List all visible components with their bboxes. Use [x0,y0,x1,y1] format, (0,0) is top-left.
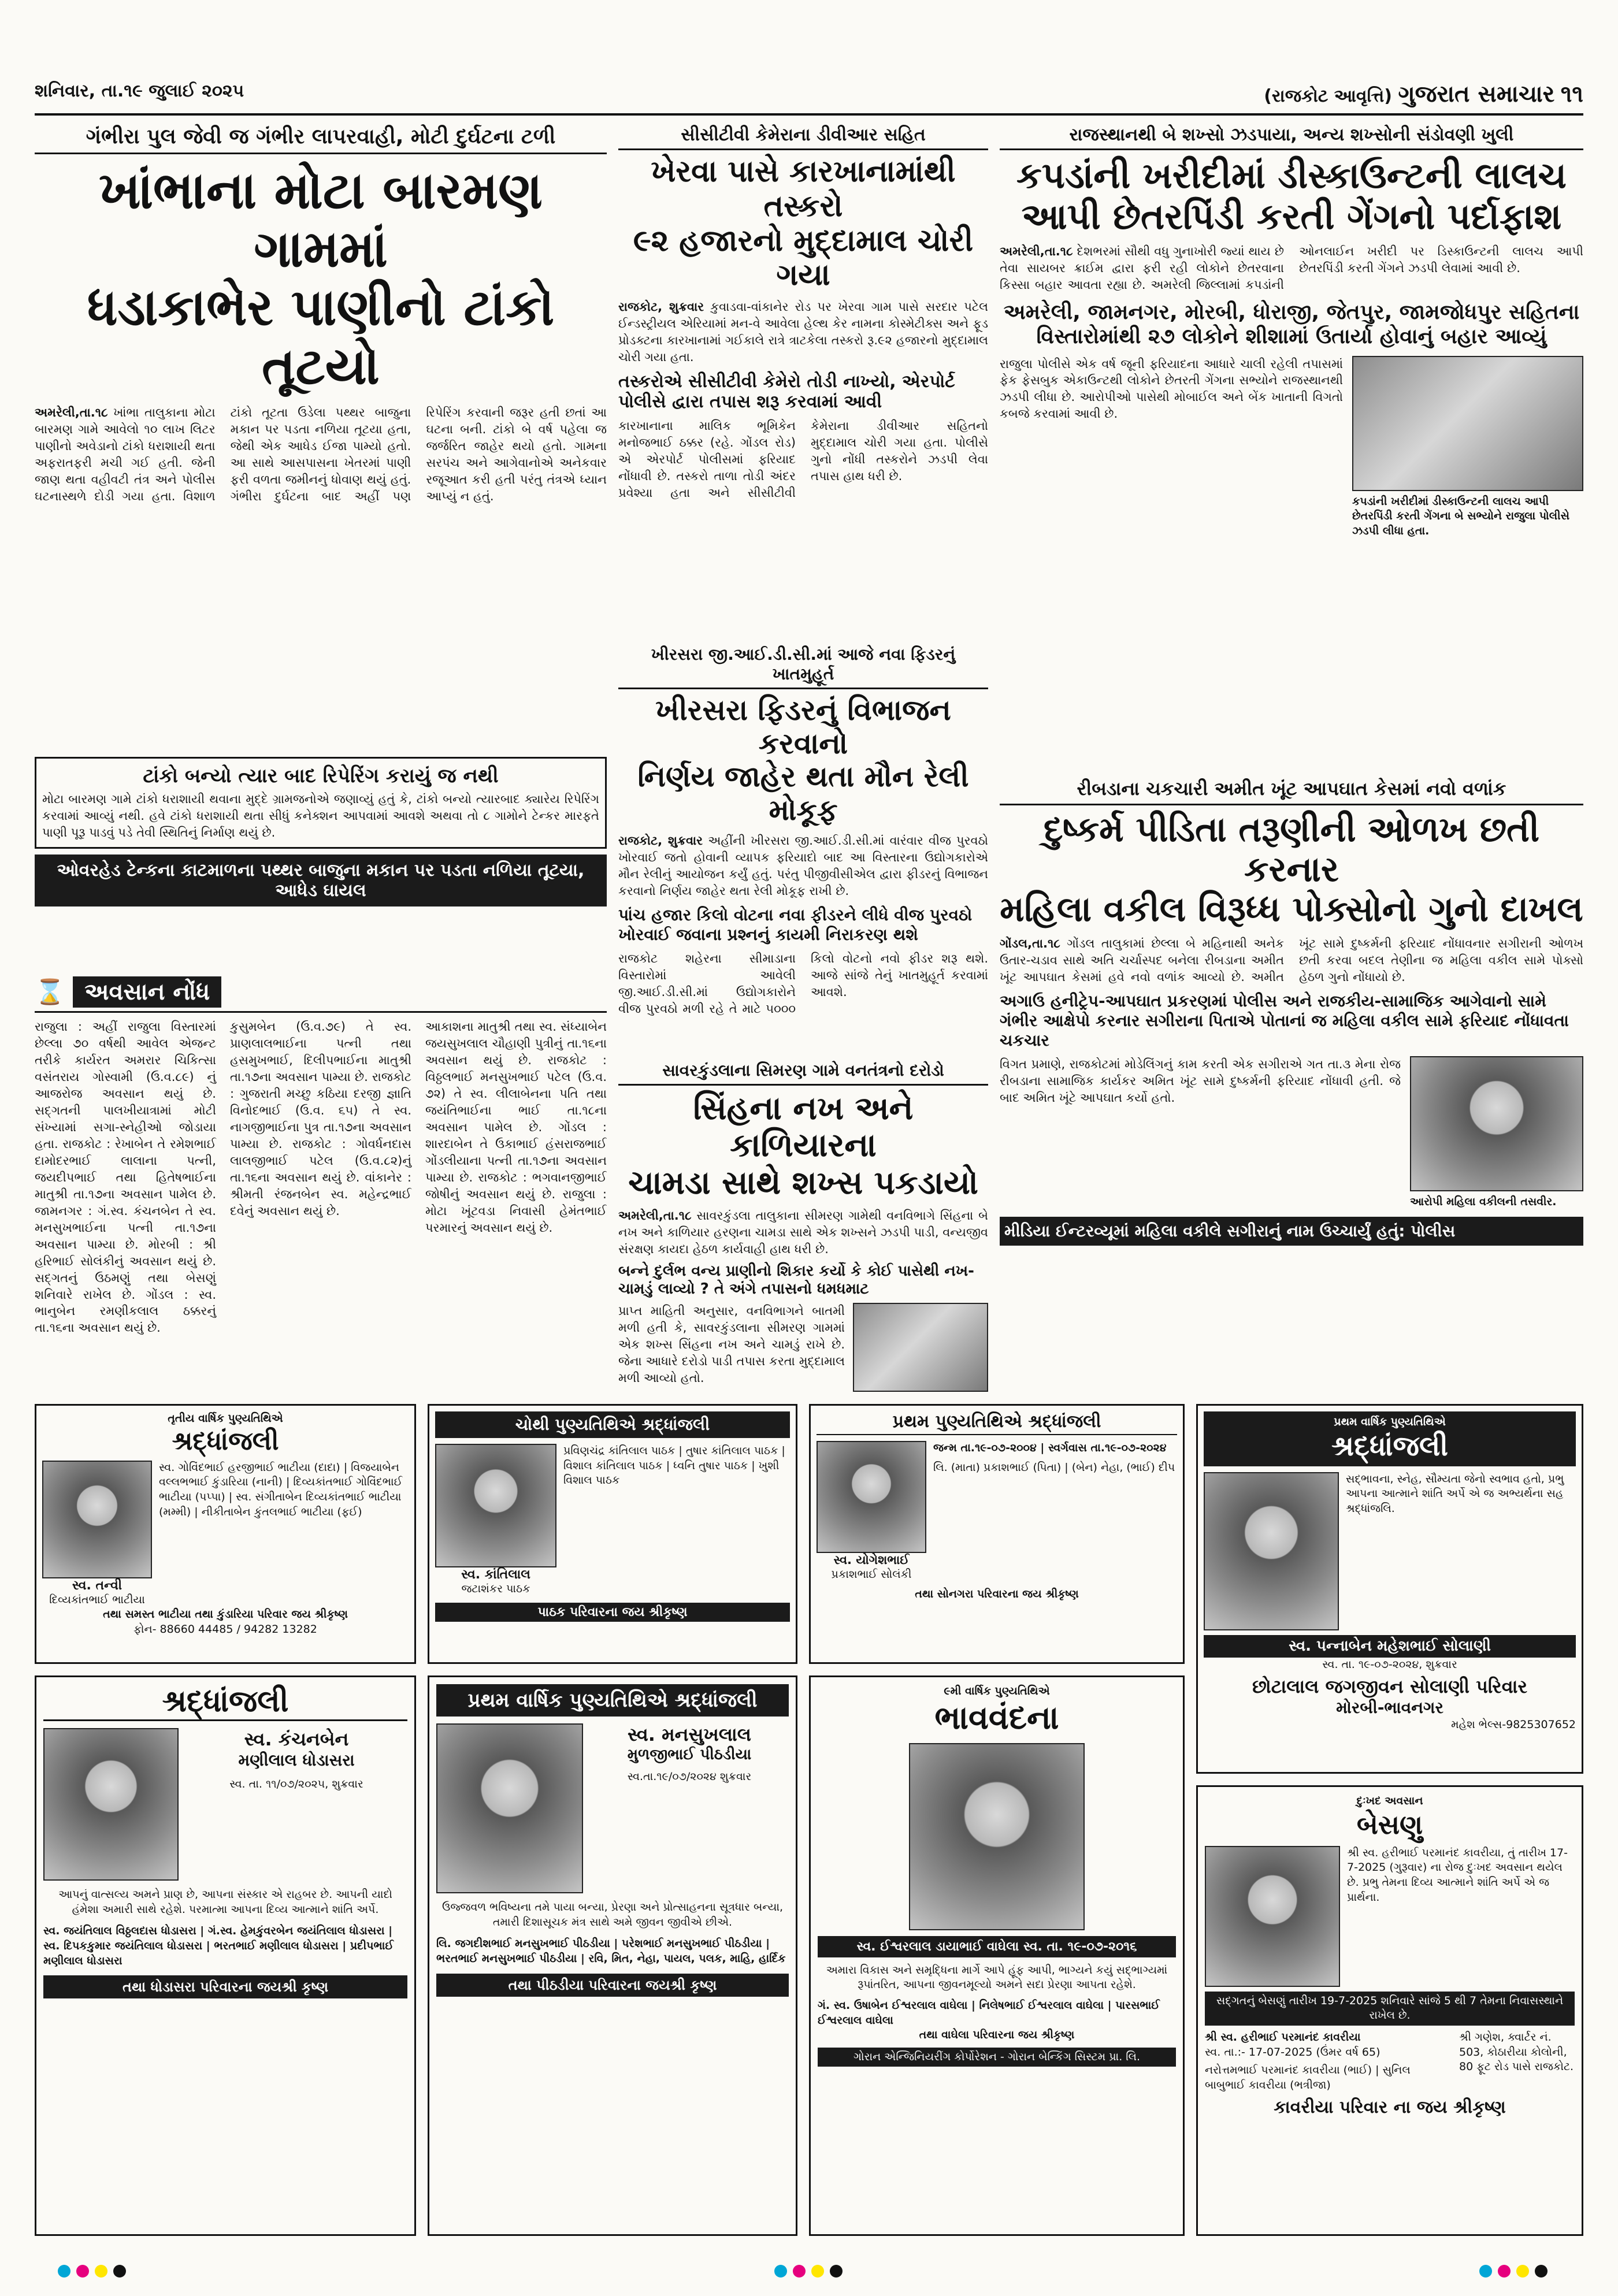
story-headline: દુષ્કર્મ પીડિતા તરૂણીની ઓળખ છતી કરનાર [1043,809,1540,890]
arrested-accused-photo [1352,356,1583,491]
story-headline: ખીરસરા ફિડરનું વિભાજન કરવાનો [655,693,951,760]
ad-yogesh: પ્રથમ પુણ્યતિથિએ શ્રદ્ધાંજલી સ્વ. યોગેશભાઈ પ્રકાશભાઈ સોલંકી જન્મ તા.૧૯-૦૭-૨૦૦૪ | સ્વર્ગવાસ તા.૧૯-૦૭-૨૦૨૪ લિ. (માતા) પ્રકાશભાઈ (પિતા) | (બેન) નેહા, (ભાઈ) દીપ તથા સોનગરા પરિવારના જય શ્રીકૃષ્ણ [809,1404,1185,1664]
story-subhead: અમરેલી, જામનગર, મોરબી, ધોરાજી, જેતપુર, જામજોધપુર સહિતના વિસ્તારોમાંથી ૨૭ લોકોને શીશામાં ઉતાર્યા હોવાનું બહાર આવ્યું [1003,300,1580,348]
story-body: અમરેલી,તા.૧૮ ખાંભા તાલુકાના મોટા બારમણ ગામે આવેલો ૧૦ લાખ લિટર પાણીનો અવેડાનો ટાંકો ધરાશાયી થતા અફરાતફરી મચી ગઈ હતી. જેની જાણ થતા વહીવટી તંત્ર અને પોલીસ ઘટનાસ્થળે દોડી ગયા હતા. વિશાળ ટાંકો તૂટતા ઉડેલા પથ્થર બાજુના મકાન પર પડતા નળિયા તૂટયા હતા, જેથી એક આધેડ ઈજા પામ્યો હતો. આ સાથે આસપાસના ખેતરમાં પાણી ફરી વળતા જમીનનું ધોવાણ થયું હતું. ગંભીરા દુર્ઘટના બાદ અહીં પણ રિપેરિંગ કરવાની જરૂર હતી છતાં આ ઘટના બની. ટાંકો બે વર્ષ પહેલા જ જર્જરિત જાહેર થયો હતો. ગામના સરપંચ અને આગેવાનોએ અનેકવાર રજૂઆત કરી હતી પરંતુ તંત્રએ ધ્યાન આપ્યું ન હતું. [35,405,607,503]
header-masthead: (રાજકોટ આવૃત્તિ) ગુજરાત સમાચાર ૧૧ [1264,81,1583,107]
deceased-photo [42,1461,152,1578]
story-headline-2: નિર્ણય જાહેર થતા મૌન રેલી મોકૂફ [637,760,969,827]
obituary-col-2: કુસુમબેન (ઉ.વ.૭૯) તે સ્વ. પ્રાણલાલભાઈના પત્ની તથા હસમુખભાઈ, દિલીપભાઈના માતુશ્રી તા.૧૭ના અવસાન પામ્યા છે. રાજકોટ : ગુજરાતી મચ્છુ કઠિયા દરજી જ્ઞાતિ વિનોદભાઈ (ઉ.વ. ૬૫) તે સ્વ. નાગજીભાઈના પુત્ર તા.૧૭ના અવસાન પામ્યા છે. રાજકોટ : ગોવર્ધનદાસ લાલજીભાઈ પટેલ (ઉ.વ.૮૨)નું તા.૧૬ના અવસાન થયું છે. વાંકાનેર : શ્રીમતી રંજનબેન સ્વ. મહેન્દ્રભાઈ દવેનું અવસાન થયું છે. [230,1020,411,1218]
ad-besanu: દુઃખદ અવસાન બેસણુ શ્રી સ્વ. હરીભાઈ પરમાનંદ કાવરીયા, તું તારીખ 17-7-2025 (ગુરૂવાર) ના રોજ દુઃખદ અવસાન થયેલ છે. પ્રભુ તેમના દિવ્ય આત્માને શાંતિ અર્પે એ જ પ્રાર્થના. સદ્ગતનું બેસણું તારીખ 19-7-2025 શનિવારે સાંજે 5 થી 7 તેમના નિવાસસ્થાને રાખેલ છે. શ્રી સ્વ. હરીભાઈ પરમાનંદ કાવરીયા સ્વ. તા.:- 17-07-2025 (ઉંમર વર્ષ 65) નરોત્તમભાઈ પરમાનંદ કાવરીયા (ભાઈ) | સુનિલ બાબુભાઈ કાવરીયા (ભત્રીજા) શ્રી ગણેશ, ક્વાર્ટર નં. 503, કોઠારીયા કોલોની, 80 ફૂટ રોડ પાસે રાજકોટ. કાવરીયા પરિવાર ના જય શ્રીકૃષ્ણ [1196,1785,1583,2236]
ad-pannaben: પ્રથમ વાર્ષિક પુણ્યતિથિએ શ્રદ્ધાંજલી સદ્ભાવના, સ્નેહ, સૌમ્યતા જેનો સ્વભાવ હતો, પ્રભુ આપના આત્માને શાંતિ અર્પે એ જ અભ્યર્થના સહ શ્રદ્ધાંજલિ. સ્વ. પન્નાબેન મહેશભાઈ સોલાણી સ્વ. તા. ૧૯-૦૭-૨૦૨૪, શુક્રવાર છોટાલાલ જગજીવન સોલાણી પરિવાર મોરબી-ભાવનગર મહેશ ભેલ્સ-9825307652 [1196,1404,1583,1774]
deceased-photo [1204,1472,1339,1630]
accused-lawyer-photo [1410,1056,1583,1191]
story-subhead-2: મીડિયા ઈન્ટરવ્યૂમાં મહિલા વકીલે સગીરાનું નામ ઉચ્ચાર્યું હતું: પોલીસ [1000,1217,1583,1246]
obituary-col-1: રાજુલા : અહીં રાજુલા વિસ્તારમાં છેલ્લા ૭૦ વર્ષથી આવેલ એજન્ટ તરીકે કાર્યરત અમરાર ચિકિત્સા વસંતરાય ગોસ્વામી (ઉ.વ.૮૯) નું આજરોજ અવસાન થયું છે. સદ્ગતની પાલખીયાત્રામાં મોટી સંખ્યામાં સગા-સ્નેહીઓ જોડાયા હતા. રાજકોટ : રેખાબેન તે રમેશભાઈ દામોદરભાઈ લાલાના પત્ની, જયદીપભાઈ તથા હિતેષભાઈના માતુશ્રી તા.૧૭ના અવસાન પામેલ છે. જામનગર : ગં.સ્વ. કંચનબેન તે સ્વ. મનસુખભાઈના પત્ની તા.૧૭ના અવસાન પામ્યા છે. મોરબી : શ્રી હરિભાઈ સોલંકીનું અવસાન થયું છે. સદ્ગતનું ઉઠમણું તથા બેસણું શનિવારે રાખેલ છે. ગોંડલ : સ્વ. ભાનુબેન રમણીકલાલ ઠક્કરનું તા.૧૬ના અવસાન થયું છે. [35,1020,216,1335]
seized-items-photo [853,1303,988,1392]
deceased-photo [43,1728,179,1881]
deceased-photo [436,1723,583,1893]
header-date: શનિવાર, તા.૧૯ જુલાઈ ૨૦૨૫ [35,81,244,101]
story-footer-banner: ઓવરહેડ ટેન્કના કાટમાળના પથ્થર બાજુના મકાન પર પડતા નળિયા તૂટયા, આધેડ ઘાયલ [35,855,607,906]
story-ribda-case: રીબડાના ચકચારી અમીત ખૂંટ આપઘાત કેસમાં નવો વળાંક દુષ્કર્મ પીડિતા તરૂણીની ઓળખ છતી કરનાર મહિલા વકીલ વિરૂધ્ધ પોક્સોનો ગુનો દાખલ ગોંડલ,તા.૧૮ ગોંડલ તાલુકામાં છેલ્લા બે મહિનાથી અનેક ઉતાર-ચડાવ સાથે અતિ ચર્ચાસ્પદ બનેલા રીબડાના અમીત ખૂંટ આપઘાત કેસમાં હવે નવો વળાંક આવ્યો છે. અમીત ખૂંટ સામે દુષ્કર્મની ફરિયાદ નોંધાવનાર સગીરાની ઓળખ છતી કરવા બદલ તેણીના જ મહિલા વકીલ સામે પોક્સો હેઠળ ગુનો નોંધાયો છે. અગાઉ હનીટ્રેપ-આપઘાત પ્રકરણમાં પોલીસ અને રાજકીય-સામાજિક આગેવાનો સામે ગંભીર આક્ષેપો કરનાર સગીરાના પિતાએ પોતાનાં જ મહિલા વકીલ સામે ફરિયાદ નોંધાવતા ચકચાર વિગત પ્રમાણે, રાજકોટમાં મોડેલિંગનું કામ કરતી એક સગીરાએ ગત તા.૩ મેના રોજ રીબડાના સામાજિક કાર્યકર અમિત ખૂંટ સામે દુષ્કર્મની ફરિયાદ નોંધાવી હતી. જે બાદ અમિત ખૂંટે આપઘાત કર્યો હતો. આરોપી મહિલા વકીલની તસવીર. મીડિયા ઈન્ટરવ્યૂમાં મહિલા વકીલે સગીરાનું નામ ઉચ્ચાર્યું હતું: પોલીસ [1000,774,1583,1352]
story-headline: સિંહના નખ અને કાળિયારના [693,1090,914,1165]
deceased-photo [817,1441,926,1553]
story-subhead: તસ્કરોએ સીસીટીવી કેમેરો તોડી નાખ્યો, એરપોર્ટ પોલીસે દ્વારા તપાસ શરૂ કરવામાં આવી [618,371,955,413]
ad-tanvi: તૃતીય વાર્ષિક પુણ્યતિથિએ શ્રદ્ધાંજલી સ્વ. તન્વી દિવ્યકાંતભાઈ ભાટીયા સ્વ. ગોવિંદભાઈ હરજીભાઈ ભાટીયા (દાદા) | વિજયાબેન વલ્લભભાઈ કુંડારિયા (નાની) | દિવ્યકાંતભાઈ ગોવિંદભાઈ ભાટીયા (પપ્પા) | સ્વ. સંગીતાબેન દિવ્યકાંતભાઈ ભાટીયા (મમ્મી) | નીકીતાબેન કુંતલભાઈ ભાટીયા (ફઈ) તથા સમસ્ત ભાટીયા તથા કુંડારિયા પરિવાર જય શ્રીકૃષ્ણ ફોન- 88660 44485 / 94282 13282 [35,1404,416,1664]
print-registration-marks [1479,2265,1548,2278]
story-headline-2: મહિલા વકીલ વિરૂધ્ધ પોક્સોનો ગુનો દાખલ [1000,889,1583,930]
story-headline: ખાંભાના મોટા બારમણ ગામમાં [99,161,543,279]
ad-ishwarlal: ૯મી વાર્ષિક પુણ્યતિથિએ ભાવવંદના સ્વ. ઈશ્વરલાલ ડાયાભાઈ વાઘેલા સ્વ. તા. ૧૯-૦૭-૨૦૧૬ અમારા વિકાસ અને સમૃદ્ધિના માર્ગે આપે હૂંફ આપી, ભાગ્યને કયું સદ્ભાગ્યમાં રૂપાંતરિત, આપના જીવનમૂલ્યો અમને સદા પ્રેરણા આપતા રહેશે. ગં. સ્વ. ઉષાબેન ઈશ્વરલાલ વાઘેલા | નિલેષભાઈ ઈશ્વરલાલ વાઘેલા | પારસભાઈ ઈશ્વરલાલ વાઘેલા તથા વાઘેલા પરિવારના જય શ્રીકૃષ્ણ ગોરાન એન્જિનિયરીંગ કોર્પોરેશન - ગોરાન બેન્કિંગ સિસ્ટમ પ્રા. લિ. [809,1675,1185,2236]
header-rule [35,113,1583,116]
photo-caption: આરોપી મહિલા વકીલની તસવીર. [1410,1195,1557,1208]
story-fraud-gang: રાજસ્થાનથી બે શખ્સો ઝડપાયા, અન્ય શખ્સોની સંડોવણી ખુલી કપડાંની ખરીદીમાં ડીસ્કાઉન્ટની લાલચ આપી છેતરપિંડી કરતી ગેંગનો પર્દાફાશ અમરેલી,તા.૧૮ દેશભરમાં સૌથી વધુ ગુનાખોરી જ્યાં થાય છે તેવા સાયબર ક્રાઈમ દ્વારા ફરી રહી લોકોને છેતરવાના કિસ્સા બહાર આવતા રહ્યા છે. અમરેલી જિલ્લામાં કપડાંની ઓનલાઈન ખરીદી પર ડિસ્કાઉન્ટની લાલચ આપી છેતરપિંડી કરતી ગેંગને ઝડપી લેવામાં આવી છે. અમરેલી, જામનગર, મોરબી, ધોરાજી, જેતપુર, જામજોધપુર સહિતના વિસ્તારોમાંથી ૨૭ લોકોને શીશામાં ઉતાર્યા હોવાનું બહાર આવ્યું રાજુલા પોલીસે એક વર્ષ જૂની ફરિયાદના આધારે ચાલી રહેલી તપાસમાં ફેક ફેસબુક એકાઉન્ટથી લોકોને છેતરતી ગેંગના સભ્યોને રાજસ્થાનથી ઝડપી લીધા છે. આરોપીઓ પાસેથી મોબાઈલ અને બેંક ખાતાની વિગતો કબજે કરવામાં આવી છે. કપડાંની ખરીદીમાં ડીસ્કાઉન્ટની લાલચ આપી છેતરપિંડી કરતી ગેંગના બે સભ્યોને રાજુલા પોલીસે ઝડપી લીધા હતા. [1000,121,1583,763]
photo-caption: કપડાંની ખરીદીમાં ડીસ્કાઉન્ટની લાલચ આપી છેતરપિંડી કરતી ગેંગના બે સભ્યોને રાજુલા પોલીસે ઝડપી લીધા હતા. [1352,495,1569,537]
story-subhead: અગાઉ હનીટ્રેપ-આપઘાત પ્રકરણમાં પોલીસ અને રાજકીય-સામાજિક આગેવાનો સામે ગંભીર આક્ષેપો કરનાર સગીરાના પિતાએ પોતાનાં જ મહિલા વકીલ સામે ફરિયાદ નોંધાવતા ચકચાર [1000,991,1569,1050]
story-headline-2: ૯૨ હજારનો મુદ્દામાલ ચોરી ગયા [633,223,974,293]
print-registration-marks [58,2265,126,2278]
story-headline: કપડાંની ખરીદીમાં ડીસ્કાઉન્ટની લાલચ [1016,154,1567,196]
page-header [35,81,1583,109]
ad-kanchanben: શ્રદ્ધાંજલી સ્વ. કંચનબેન મણીલાલ ધોડાસરા સ્વ. તા. ૧૧/૦૭/૨૦૨૫, શુક્રવાર આપનું વાત્સલ્ય અમને પ્રાણ છે, આપના સંસ્કાર એ રાહબર છે. આપની યાદો હંમેશા અમારી સાથે રહેશે. પરમાત્મા આપના દિવ્ય આત્માને શાંતિ અર્પે. સ્વ. જયંતિલાલ વિઠ્ઠલદાસ ધોડાસરા | ગં.સ્વ. હેમકુંવરબેન જયંતિલાલ ધોડાસરા | સ્વ. દિપકકુમાર જયંતિલાલ ધોડાસરા | ભરતભાઈ મણીલાલ ધોડાસરા | પ્રદીપભાઈ મણીલાલ ધોડાસરા તથા ધોડાસરા પરિવારના જયશ્રી કૃષ્ણ [35,1675,416,2236]
story-subhead-box: ટાંકો બન્યો ત્યાર બાદ રિપેરિંગ કરાયું જ નથી મોટા બારમણ ગામે ટાંકો ધરાશાયી થવાના મુદ્દે ગ્રામજનોએ જણાવ્યું હતું કે, ટાંકો બન્યો ત્યારબાદ ક્યારેય રિપેરિંગ કરવામાં આવ્યું નથી. હવે ટાંકો ધરાશાયી થતા સીધું કનેક્શન આપવામાં આવશે અથવા તો ૮ ગામોને ટેન્કર મારફતે પાણી પૂરૂ પાડવું પડે તેવી સ્થિતિનું નિર્માણ થયું છે. [35,757,607,849]
story-headline-2: આપી છેતરપિંડી કરતી ગેંગનો પર્દાફાશ [1021,195,1562,238]
story-kicker: ગંભીરા પુલ જેવી જ ગંભીર લાપરવાહી, મોટી દુર્ઘટના ટળી [35,121,607,154]
story-khirsara: ખીરસરા જી.આઈ.ડી.સી.માં આજે નવા ફિડરનું ખાતમુહૂર્ત ખીરસરા ફિડરનું વિભાજન કરવાનો નિર્ણય જાહેર થતા મૌન રેલી મોકૂફ રાજકોટ, શુક્રવાર અહીંની ખીરસરા જી.આઈ.ડી.સી.માં વારંવાર વીજ પુરવઠો ખોરવાઈ જતો હોવાની વ્યાપક ફરિયાદો બાદ આ વિસ્તારના ઉદ્યોગકારોએ મૌન રેલીનું આયોજન કર્યું હતું. પરંતુ પીજીવીસીએલ દ્વારા ફીડરનું વિભાજન કરવાનો નિર્ણય જાહેર થતા રેલી મોકૂફ રાખી છે. પાંચ હજાર કિલો વોટના નવા ફીડરને લીધે વીજ પુરવઠો ખોરવાઈ જવાના પ્રશ્નનું કાયમી નિરાકરણ થશે રાજકોટ શહેરના સીમાડાના વિસ્તારોમાં આવેલી જી.આઈ.ડી.સી.માં ઉદ્યોગકારોને વીજ પુરવઠો મળી રહે તે માટે ૫૦૦૦ કિલો વોટનો નવો ફીડર શરૂ થશે. આજે સાંજે તેનું ખાતમુહૂર્ત કરવામાં આવશે. [618,641,988,1046]
story-savarkundla: સાવરકુંડલાના સિમરણ ગામે વનતંત્રનો દરોડો સિંહના નખ અને કાળિયારના ચામડા સાથે શખ્સ પકડાયો અમરેલી,તા.૧૮ સાવરકુંડલા તાલુકાના સીમરણ ગામેથી વનવિભાગે સિંહના બે નખ અને કાળિયાર હરણના ચામડા સાથે એક શખ્સને ઝડપી પાડી, વન્યજીવ સંરક્ષણ કાયદા હેઠળ કાર્યવાહી હાથ ધરી છે. બન્ને દુર્લભ વન્ય પ્રાણીનો શિકાર કર્યો કે કોઈ પાસેથી નખ-ચામડું લાવ્યો ? તે અંગે તપાસનો ધમધમાટ પ્રાપ્ત માહિતી અનુસાર, વનવિભાગને બાતમી મળી હતી કે, સાવરકુંડલાના સીમરણ ગામમાં એક શખ્સ સિંહના નખ અને ચામડું રાખે છે. જેના આધારે દરોડો પાડી તપાસ કરતા મુદ્દામાલ મળી આવ્યો હતો. [618,1057,988,1404]
deceased-photo [435,1444,556,1567]
story-khambha [35,121,607,965]
story-headline: ખેરવા પાસે કારખાનામાંથી તસ્કરો [651,154,956,224]
print-registration-marks [774,2265,843,2278]
deceased-photo [909,1743,1085,1930]
obituary-col-3: આકાશના માતુશ્રી તથા સ્વ. સંધ્યાબેન જયસુખલાલ ચૌહાણી પુત્રીનું તા.૧૬ના અવસાન થયું છે. રાજકોટ : વિઠ્ઠલભાઈ મનસુખભાઈ પટેલ (ઉ.વ. ૭૨) તે સ્વ. લીલાબેનના પતિ તથા જયંતિભાઈના ભાઈ તા.૧૮ના અવસાન પામેલ છે. ગોંડલ : શારદાબેન તે ઉકાભાઈ હંસરાજભાઈ ગોંડલીયાના પત્ની તા.૧૭ના અવસાન પામ્યા છે. રાજકોટ : ભગવાનજીભાઈ જોષીનું અવસાન થયું છે. રાજુલા : મોટા ખૂંટવડા નિવાસી હેમંતભાઈ પરમારનું અવસાન થયું છે. [425,1020,607,1235]
hourglass-icon: ⌛ [35,978,65,1006]
ad-kantilal: ચોથી પુણ્યતિથિએ શ્રદ્ધાંજલી સ્વ. કાંતિલાલ જટાશંકર પાઠક પ્રવિણચંદ્ર કાંતિલાલ પાઠક | તુષાર કાંતિલાલ પાઠક | વિશાલ કાંતિલાલ પાઠક | ધ્વનિ તુષાર પાઠક | ખુશી વિશાલ પાઠક પાઠક પરિવારના જય શ્રીકૃષ્ણ [428,1404,797,1664]
deceased-photo [1205,1846,1340,1987]
story-headline-2: ચામડા સાથે શખ્સ પકડાયો [628,1164,978,1202]
obituary-title: અવસાન નોંધ [73,976,221,1008]
story-subhead: બન્ને દુર્લભ વન્ય પ્રાણીનો શિકાર કર્યો કે કોઈ પાસેથી નખ-ચામડું લાવ્યો ? તે અંગે તપાસનો ધમધમાટ [618,1262,974,1298]
ad-mansukhlal: પ્રથમ વાર્ષિક પુણ્યતિથિએ શ્રદ્ધાંજલી સ્વ. મનસુખલાલ મુળજીભાઈ પીઠડીયા સ્વ.તા.૧૯/૦૭/૨૦૨૪ શુક્રવાર ઉજ્જવળ ભવિષ્યના તમે પાયા બન્યા, પ્રેરણા અને પ્રોત્સાહનના સૂત્રધાર બન્યા, તમારી દિશાસૂચક મંત્ર સાથે અમે જીવન જીવીએ છીએ. લિ. જગદીશભાઈ મનસુખભાઈ પીઠડીયા | પરેશભાઈ મનસુખભાઈ પીઠડીયા | ભરતભાઈ મનસુખભાઈ પીઠડીયા | રવિ, મિત, નેહા, પાયલ, પલક, માહિ, હાર્દિક તથા પીઠડીયા પરિવારના જયશ્રી કૃષ્ણ [428,1675,797,2236]
story-kherva: સીસીટીવી કેમેરાના ડીવીઆર સહિત ખેરવા પાસે કારખાનામાંથી તસ્કરો ૯૨ હજારનો મુદ્દામાલ ચોરી ગયા રાજકોટ, શુક્રવાર કુવાડવા-વાંકાનેર રોડ પર ખેરવા ગામ પાસે સરદાર પટેલ ઈન્ડસ્ટ્રીયલ એરિયામાં મન-વે આવેલા હેલ્થ કેર નામના કોસ્મેટીક્સ અને ફૂડ પ્રોડક્ટના કારખાનામાં ગઈકાલે રાત્રે ત્રાટકેલા તસ્કરો રૂ.૯૨ હજારનો મુદ્દામાલ ચોરી ગયા હતા. તસ્કરોએ સીસીટીવી કેમેરો તોડી નાખ્યો, એરપોર્ટ પોલીસે દ્વારા તપાસ શરૂ કરવામાં આવી કારખાનાના માલિક ભૂમિકેન મનોજભાઈ ઠક્કર (રહે. ગોંડલ રોડ) એ એરપોર્ટ પોલીસમાં ફરિયાદ નોંધાવી છે. તસ્કરો તાળા તોડી અંદર પ્રવેશ્યા હતા અને સીસીટીવી કેમેરાના ડીવીઆર સહિતનો મુદ્દામાલ ચોરી ગયા હતા. પોલીસે ગુનો નોંધી તસ્કરોને ઝડપી લેવા તપાસ હાથ ધરી છે. [618,121,988,630]
story-subhead: પાંચ હજાર કિલો વોટના નવા ફીડરને લીધે વીજ પુરવઠો ખોરવાઈ જવાના પ્રશ્નનું કાયમી નિરાકરણ થશે [618,905,973,944]
story-headline-2: ધડાકાભેર પાણીનો ટાંકો તૂટયો [87,277,555,396]
